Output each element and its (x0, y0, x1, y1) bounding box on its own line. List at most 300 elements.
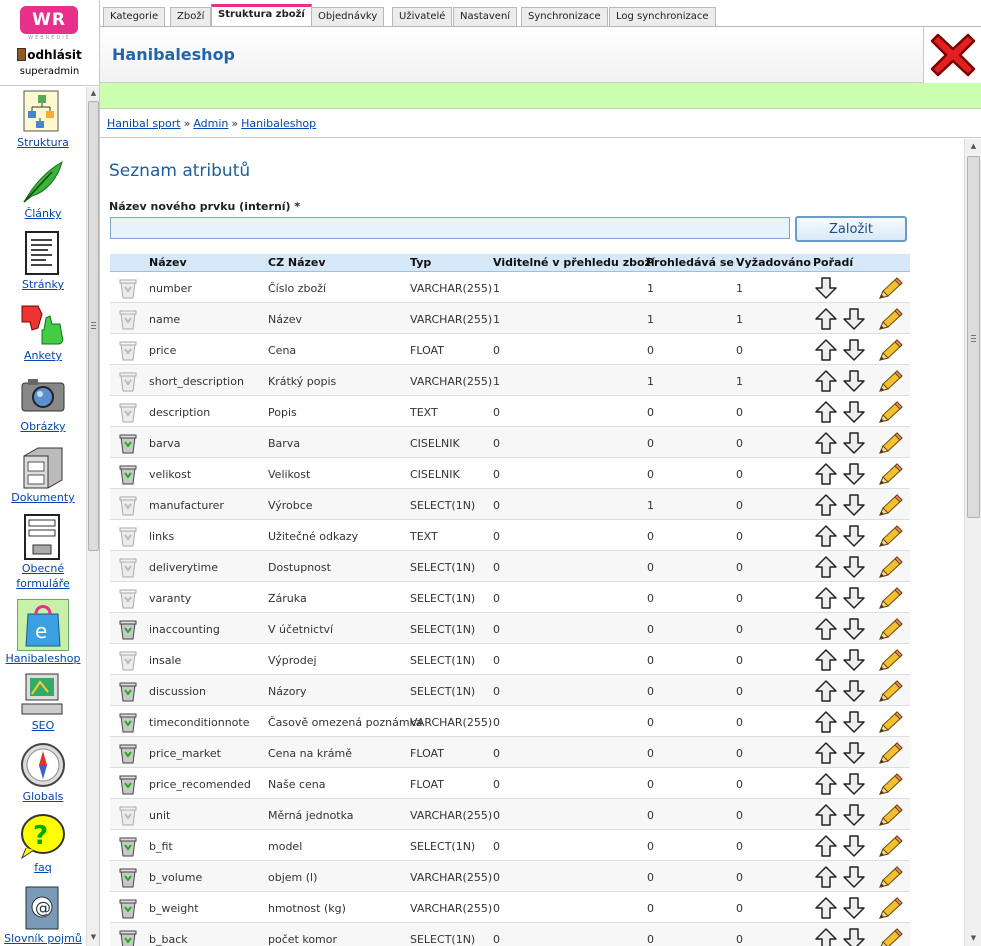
attr-type: VARCHAR(255) (410, 902, 493, 915)
attr-required: 0 (736, 747, 743, 760)
trash-icon[interactable] (117, 618, 139, 640)
message-bar (100, 83, 981, 109)
trash-icon[interactable] (117, 773, 139, 795)
attr-searchable: 0 (647, 406, 654, 419)
attr-visible: 0 (493, 561, 500, 574)
edit-pencil-icon[interactable] (878, 772, 904, 796)
attr-required: 0 (736, 468, 743, 481)
move-down-icon[interactable] (842, 834, 866, 858)
question-icon (18, 812, 68, 860)
column-header: Pořadí (813, 256, 854, 269)
move-down-icon[interactable] (842, 524, 866, 548)
attr-required: 0 (736, 902, 743, 915)
trash-icon[interactable] (117, 494, 139, 516)
move-down-icon[interactable] (842, 648, 866, 672)
attr-type: SELECT(1N) (410, 499, 476, 512)
edit-pencil-icon[interactable] (878, 741, 904, 765)
attr-searchable: 0 (647, 809, 654, 822)
move-down-icon[interactable] (842, 679, 866, 703)
attr-cz-name: Cena (268, 344, 297, 357)
table-row (110, 923, 910, 946)
move-up-icon[interactable] (814, 524, 838, 548)
attr-visible: 0 (493, 623, 500, 636)
move-down-icon[interactable] (842, 803, 866, 827)
attr-searchable: 0 (647, 716, 654, 729)
attr-type: SELECT(1N) (410, 561, 476, 574)
edit-pencil-icon[interactable] (878, 896, 904, 920)
attr-cz-name: Časově omezená poznámka (268, 716, 423, 729)
attr-cz-name: objem (l) (268, 871, 318, 884)
attr-type: TEXT (410, 406, 438, 419)
edit-pencil-icon[interactable] (878, 493, 904, 517)
edit-pencil-icon[interactable] (878, 400, 904, 424)
move-down-icon[interactable] (842, 431, 866, 455)
create-button[interactable]: Založit (795, 216, 907, 242)
edit-pencil-icon[interactable] (878, 555, 904, 579)
svg-text:@: @ (35, 898, 51, 917)
sidebar-item-label: SEO (31, 719, 55, 732)
attr-required: 0 (736, 871, 743, 884)
attr-visible: 0 (493, 344, 500, 357)
sidebar-item[interactable] (3, 158, 83, 221)
attr-visible: 0 (493, 437, 500, 450)
attr-visible: 0 (493, 685, 500, 698)
table-header (110, 254, 910, 272)
attr-searchable: 0 (647, 840, 654, 853)
move-up-icon[interactable] (814, 586, 838, 610)
move-down-icon[interactable] (842, 586, 866, 610)
attr-type: CISELNIK (410, 468, 460, 481)
table-row (110, 892, 910, 923)
trash-icon[interactable] (117, 649, 139, 671)
edit-pencil-icon[interactable] (878, 648, 904, 672)
table-row (110, 861, 910, 892)
move-down-icon[interactable] (842, 369, 866, 393)
attr-visible: 0 (493, 871, 500, 884)
move-down-icon[interactable] (842, 741, 866, 765)
edit-pencil-icon[interactable] (878, 803, 904, 827)
attr-type: SELECT(1N) (410, 654, 476, 667)
column-header: CZ Název (268, 256, 326, 269)
attr-type: SELECT(1N) (410, 623, 476, 636)
table-row (110, 334, 910, 365)
trash-icon[interactable] (117, 556, 139, 578)
sidebar-item-label: Články (24, 207, 62, 220)
edit-pencil-icon[interactable] (878, 586, 904, 610)
cabinet-icon (18, 442, 68, 490)
column-header: Název (149, 256, 187, 269)
attr-visible: 0 (493, 406, 500, 419)
attr-cz-name: Názory (268, 685, 307, 698)
tab-item[interactable]: Nastavení (453, 7, 517, 26)
edit-pencil-icon[interactable] (878, 865, 904, 889)
trash-icon[interactable] (117, 587, 139, 609)
scroll-up-arrow[interactable]: ▲ (970, 142, 977, 150)
trash-icon[interactable] (117, 866, 139, 888)
attr-searchable: 0 (647, 468, 654, 481)
attr-visible: 0 (493, 716, 500, 729)
edit-pencil-icon[interactable] (878, 462, 904, 486)
attr-required: 1 (736, 282, 743, 295)
attr-searchable: 0 (647, 344, 654, 357)
attr-visible: 0 (493, 530, 500, 543)
table-row (110, 520, 910, 551)
tab-item[interactable]: Uživatelé (392, 7, 452, 26)
top-tabs (100, 0, 981, 26)
move-up-icon[interactable] (814, 307, 838, 331)
move-up-icon[interactable] (814, 555, 838, 579)
close-icon (924, 27, 981, 83)
move-down-icon[interactable] (842, 896, 866, 920)
sidebar-item-label: Globals (22, 790, 64, 803)
move-up-icon[interactable] (814, 462, 838, 486)
attr-searchable: 0 (647, 561, 654, 574)
attr-type: VARCHAR(255) (410, 871, 493, 884)
move-up-icon[interactable] (814, 710, 838, 734)
attr-name: unit (149, 809, 171, 822)
section-title: Seznam atributů (109, 161, 251, 181)
sidebar-item-label: Dokumenty (11, 491, 75, 504)
trash-icon[interactable] (117, 308, 139, 330)
trash-icon[interactable] (117, 432, 139, 454)
attr-cz-name: Název (268, 313, 303, 326)
attr-searchable: 1 (647, 313, 654, 326)
column-header: Typ (410, 256, 432, 269)
move-down-icon[interactable] (842, 617, 866, 641)
attr-name: timeconditionnote (149, 716, 250, 729)
sidebar-item[interactable] (3, 513, 83, 591)
tab-item[interactable]: Zboží (170, 7, 211, 26)
attr-type: FLOAT (410, 747, 444, 760)
move-down-icon[interactable] (842, 400, 866, 424)
scroll-up-arrow[interactable]: ▲ (90, 89, 97, 97)
attr-name: price_recomended (149, 778, 251, 791)
svg-text:?: ? (33, 821, 49, 851)
attr-name: description (149, 406, 211, 419)
logout-link[interactable] (0, 48, 99, 62)
attr-name: discussion (149, 685, 207, 698)
trash-icon[interactable] (117, 525, 139, 547)
page-title: Hanibaleshop (112, 45, 236, 64)
edit-pencil-icon[interactable] (878, 927, 904, 946)
feather-icon (18, 158, 68, 206)
move-up-icon[interactable] (814, 896, 838, 920)
trash-icon[interactable] (117, 370, 139, 392)
attr-type: VARCHAR(255) (410, 375, 493, 388)
tab-item[interactable]: Struktura zboží (211, 4, 312, 26)
sidebar-item[interactable] (3, 741, 83, 804)
compass-icon (18, 741, 68, 789)
table-row (110, 458, 910, 489)
move-up-icon[interactable] (814, 338, 838, 362)
attr-name: name (149, 313, 181, 326)
trash-icon[interactable] (117, 277, 139, 299)
attr-type: FLOAT (410, 778, 444, 791)
table-row (110, 365, 910, 396)
attr-searchable: 0 (647, 437, 654, 450)
new-item-input[interactable] (110, 217, 790, 239)
attr-cz-name: Barva (268, 437, 301, 450)
move-up-icon[interactable] (814, 834, 838, 858)
sidebar-scrollbar[interactable] (86, 87, 99, 946)
move-down-icon[interactable] (842, 462, 866, 486)
main-scrollbar[interactable] (964, 139, 981, 946)
close-button[interactable] (923, 27, 981, 83)
attr-required: 0 (736, 933, 743, 946)
move-up-icon[interactable] (814, 493, 838, 517)
trash-icon[interactable] (117, 742, 139, 764)
attr-cz-name: Krátký popis (268, 375, 337, 388)
move-up-icon[interactable] (814, 865, 838, 889)
attr-type: TEXT (410, 530, 438, 543)
table-row (110, 706, 910, 737)
attr-name: short_description (149, 375, 244, 388)
sidebar-item[interactable] (3, 300, 83, 363)
new-item-label: Název nového prvku (interní) * (109, 200, 301, 213)
attr-cz-name: Měrná jednotka (268, 809, 354, 822)
page-icon (18, 229, 68, 277)
sidebar-item[interactable] (3, 442, 83, 505)
trash-icon[interactable] (117, 680, 139, 702)
attr-name: velikost (149, 468, 192, 481)
attr-name: inaccounting (149, 623, 220, 636)
edit-pencil-icon[interactable] (878, 369, 904, 393)
attr-type: SELECT(1N) (410, 840, 476, 853)
attr-required: 0 (736, 561, 743, 574)
breadcrumb-item[interactable]: Hanibal sport (107, 117, 181, 130)
attr-cz-name: Záruka (268, 592, 307, 605)
scroll-down-arrow[interactable]: ▼ (90, 933, 97, 941)
table-row (110, 768, 910, 799)
move-up-icon[interactable] (814, 369, 838, 393)
attr-searchable: 0 (647, 933, 654, 946)
attr-type: SELECT(1N) (410, 685, 476, 698)
scrollbar-thumb[interactable] (967, 156, 980, 518)
tab-item[interactable]: Kategorie (103, 7, 165, 26)
attr-searchable: 1 (647, 375, 654, 388)
attr-name: deliverytime (149, 561, 219, 574)
sidebar-item[interactable] (3, 812, 83, 875)
move-up-icon[interactable] (814, 431, 838, 455)
edit-pencil-icon[interactable] (878, 307, 904, 331)
tab-item[interactable]: Objednávky (311, 7, 384, 26)
attr-required: 0 (736, 530, 743, 543)
column-header: Viditelné v přehledu zboží (493, 256, 655, 269)
camera-icon (18, 371, 68, 419)
sidebar-item-label: Obecné formuláře (16, 562, 70, 590)
table-row (110, 489, 910, 520)
attr-searchable: 0 (647, 623, 654, 636)
move-down-icon[interactable] (842, 927, 866, 946)
edit-pencil-icon[interactable] (878, 338, 904, 362)
trash-icon[interactable] (117, 804, 139, 826)
attr-visible: 0 (493, 468, 500, 481)
attr-cz-name: Velikost (268, 468, 311, 481)
table-row (110, 799, 910, 830)
attr-required: 0 (736, 654, 743, 667)
attr-searchable: 0 (647, 902, 654, 915)
move-down-icon[interactable] (842, 865, 866, 889)
attr-searchable: 0 (647, 778, 654, 791)
logo-area (0, 0, 99, 86)
sidebar-item[interactable] (3, 87, 83, 150)
seo-computer-icon (18, 670, 68, 718)
move-down-icon[interactable] (842, 555, 866, 579)
attr-visible: 0 (493, 778, 500, 791)
attr-visible: 0 (493, 747, 500, 760)
attr-name: barva (149, 437, 181, 450)
table-row (110, 427, 910, 458)
logo-subtitle: WEBREDIE (28, 35, 71, 41)
trash-icon[interactable] (117, 711, 139, 733)
table-row (110, 396, 910, 427)
attr-type: SELECT(1N) (410, 933, 476, 946)
move-down-icon[interactable] (842, 338, 866, 362)
trash-icon[interactable] (117, 928, 139, 946)
breadcrumb-separator: » (183, 117, 191, 130)
sidebar-item-label: Ankety (23, 349, 63, 362)
svg-text:e: e (35, 619, 48, 643)
sidebar-item-label: Obrázky (20, 420, 66, 433)
form-icon (18, 513, 68, 561)
edit-pencil-icon[interactable] (878, 617, 904, 641)
scroll-down-arrow[interactable]: ▼ (970, 934, 977, 942)
attr-type: CISELNIK (410, 437, 460, 450)
attr-required: 0 (736, 685, 743, 698)
attr-visible: 0 (493, 654, 500, 667)
edit-pencil-icon[interactable] (878, 276, 904, 300)
attr-name: price_market (149, 747, 221, 760)
sidebar-item[interactable] (3, 599, 83, 666)
attr-name: manufacturer (149, 499, 224, 512)
attr-cz-name: počet komor (268, 933, 338, 946)
move-up-icon[interactable] (814, 927, 838, 946)
tab-item[interactable]: Synchronizace (521, 7, 608, 26)
move-up-icon[interactable] (814, 648, 838, 672)
attr-name: b_fit (149, 840, 173, 853)
move-up-icon[interactable] (814, 772, 838, 796)
trash-icon[interactable] (117, 339, 139, 361)
attr-name: insale (149, 654, 182, 667)
move-down-icon[interactable] (814, 276, 838, 300)
attr-type: VARCHAR(255) (410, 809, 493, 822)
attr-required: 0 (736, 344, 743, 357)
move-up-icon[interactable] (814, 803, 838, 827)
attr-searchable: 1 (647, 282, 654, 295)
thumbs-icon (18, 300, 68, 348)
attr-cz-name: V účetnictví (268, 623, 334, 636)
table-body (110, 272, 910, 946)
sidebar-item-label: Slovník pojmů (4, 932, 82, 945)
main-content (100, 139, 964, 946)
move-up-icon[interactable] (814, 617, 838, 641)
sidebar-item-label: Hanibaleshop (5, 652, 81, 665)
table-row (110, 644, 910, 675)
attr-cz-name: Cena na krámě (268, 747, 352, 760)
move-down-icon[interactable] (842, 493, 866, 517)
attr-name: price (149, 344, 177, 357)
attr-visible: 0 (493, 840, 500, 853)
page-header (100, 26, 981, 83)
current-user: superadmin (19, 66, 80, 77)
table-row (110, 272, 910, 303)
attr-required: 0 (736, 809, 743, 822)
trash-icon[interactable] (117, 897, 139, 919)
breadcrumb-item[interactable]: Hanibaleshop (241, 117, 317, 130)
sidebar-item[interactable] (3, 883, 83, 946)
column-header: Prohledává se (646, 256, 734, 269)
scrollbar-thumb[interactable] (88, 101, 99, 551)
sidebar-item[interactable] (3, 229, 83, 292)
move-up-icon[interactable] (814, 741, 838, 765)
edit-pencil-icon[interactable] (878, 834, 904, 858)
tab-item[interactable]: Log synchronizace (609, 7, 716, 26)
edit-pencil-icon[interactable] (878, 431, 904, 455)
breadcrumb-item[interactable]: Admin (193, 117, 229, 130)
trash-icon[interactable] (117, 835, 139, 857)
table-row (110, 675, 910, 706)
attr-cz-name: Číslo zboží (268, 282, 327, 295)
attr-name: b_back (149, 933, 188, 946)
attr-cz-name: Popis (268, 406, 297, 419)
attr-type: VARCHAR(255) (410, 282, 493, 295)
attr-required: 1 (736, 313, 743, 326)
table-row (110, 303, 910, 334)
sidebar-item-label: Stránky (21, 278, 65, 291)
logo: WR (20, 6, 78, 34)
attr-required: 0 (736, 623, 743, 636)
move-up-icon[interactable] (814, 679, 838, 703)
move-down-icon[interactable] (842, 307, 866, 331)
attr-cz-name: Dostupnost (268, 561, 331, 574)
attr-required: 1 (736, 375, 743, 388)
attr-visible: 1 (493, 313, 500, 326)
sidebar-item[interactable] (3, 371, 83, 434)
attr-type: VARCHAR(255) (410, 313, 493, 326)
attr-cz-name: Výrobce (268, 499, 313, 512)
attributes-table (110, 254, 910, 946)
trash-icon[interactable] (117, 463, 139, 485)
attr-name: b_weight (149, 902, 199, 915)
attr-searchable: 0 (647, 685, 654, 698)
attr-visible: 0 (493, 933, 500, 946)
attr-name: links (149, 530, 175, 543)
attr-required: 0 (736, 778, 743, 791)
edit-pencil-icon[interactable] (878, 524, 904, 548)
sidebar-item[interactable] (3, 670, 83, 733)
trash-icon[interactable] (117, 401, 139, 423)
attr-searchable: 0 (647, 592, 654, 605)
dictionary-icon (18, 883, 68, 931)
attr-visible: 0 (493, 499, 500, 512)
sidebar-nav (0, 87, 86, 946)
attr-type: FLOAT (410, 344, 444, 357)
logout-label: odhlásit (27, 48, 82, 62)
move-down-icon[interactable] (842, 772, 866, 796)
move-up-icon[interactable] (814, 400, 838, 424)
attr-visible: 0 (493, 592, 500, 605)
attr-visible: 1 (493, 282, 500, 295)
edit-pencil-icon[interactable] (878, 679, 904, 703)
attr-cz-name: model (268, 840, 303, 853)
left-sidebar (0, 0, 100, 946)
attr-required: 0 (736, 437, 743, 450)
edit-pencil-icon[interactable] (878, 710, 904, 734)
move-down-icon[interactable] (842, 710, 866, 734)
attr-visible: 0 (493, 809, 500, 822)
attr-type: VARCHAR(255) (410, 716, 493, 729)
attr-required: 0 (736, 840, 743, 853)
